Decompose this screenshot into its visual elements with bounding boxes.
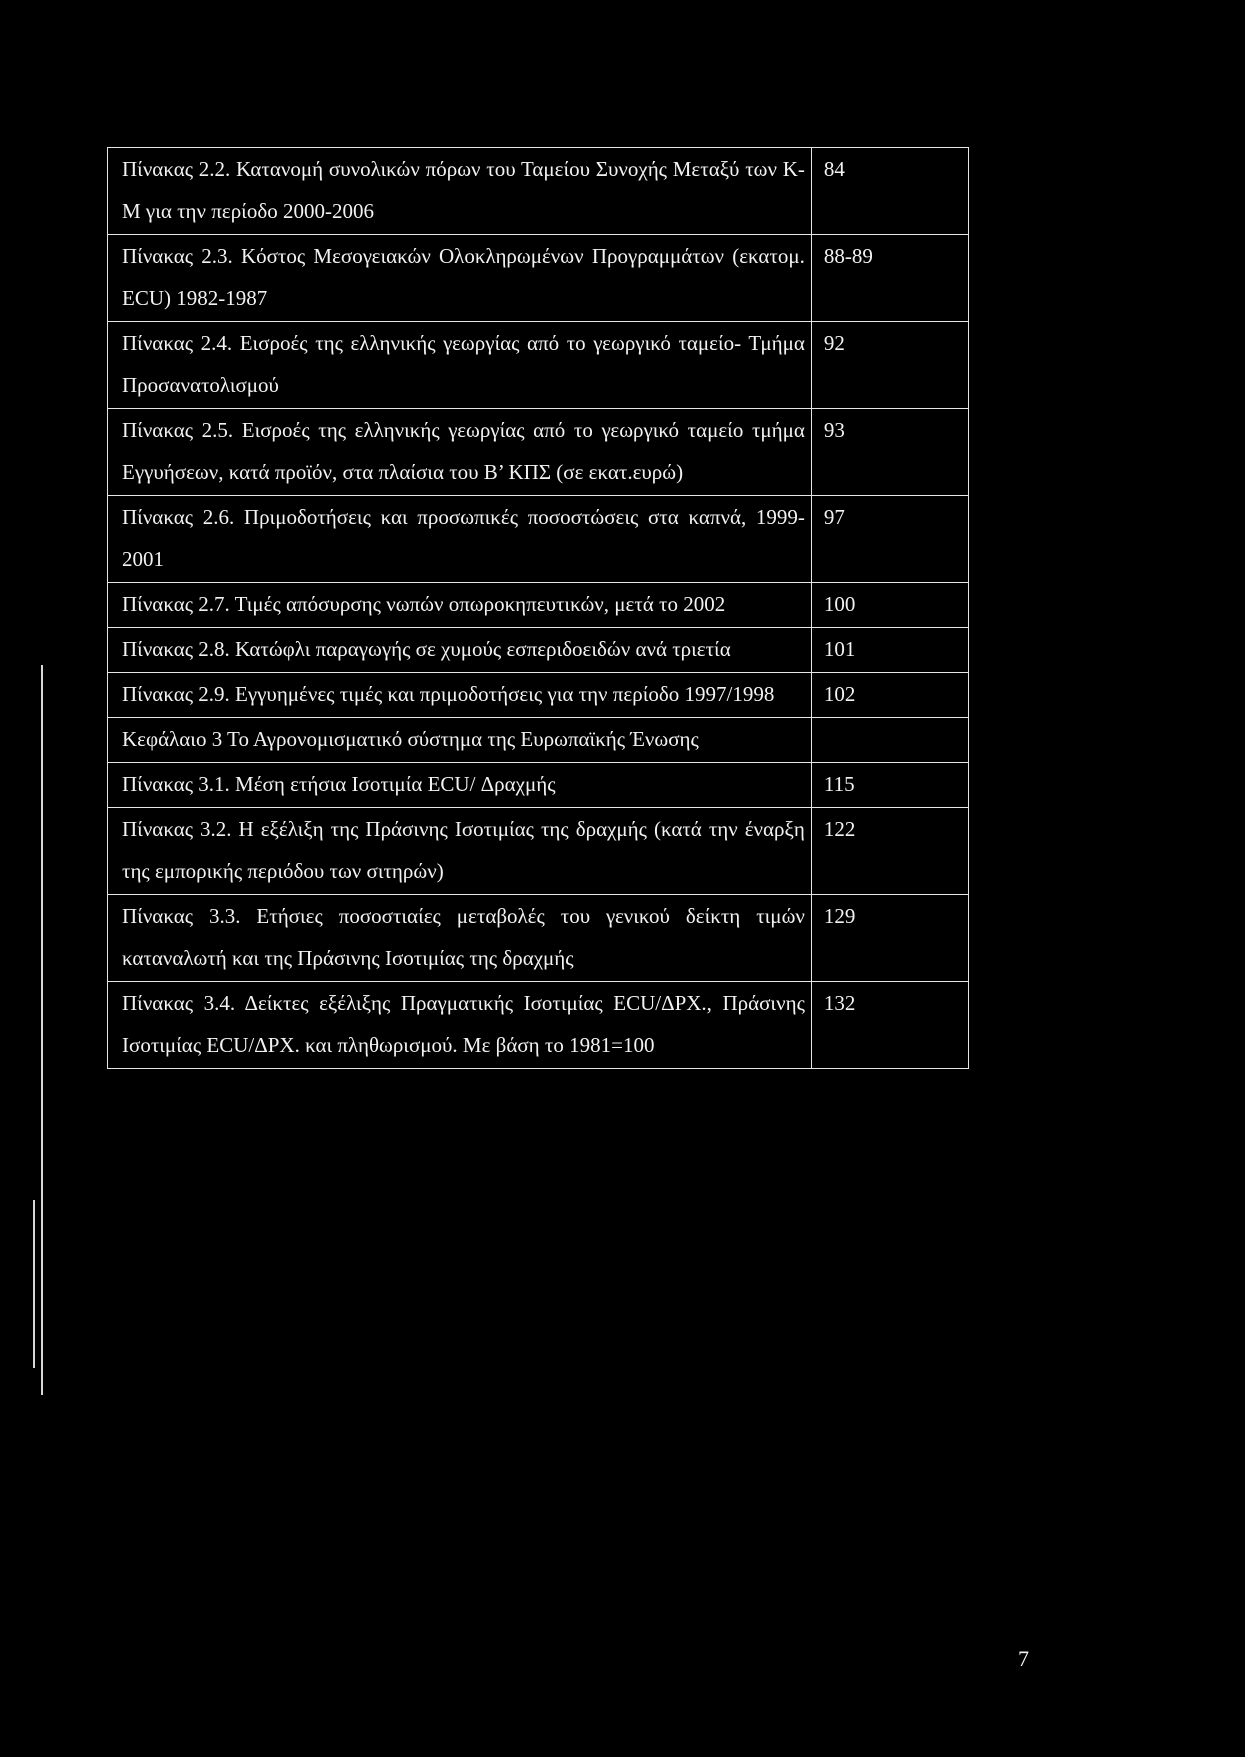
entry-title: Πίνακας 3.1. Μέση ετήσια Ισοτιμία ECU/ Δραχμής (108, 763, 812, 808)
table-row (108, 982, 969, 1069)
table-row (108, 718, 969, 763)
entry-title: Πίνακας 3.3. Ετήσιες ποσοστιαίες μεταβολές του γενικού δείκτη τιμών καταναλωτή και της Πράσινης Ισοτιμίας της δραχμής (108, 895, 812, 982)
entry-title: Πίνακας 2.6. Πριμοδοτήσεις και προσωπικές ποσοστώσεις στα καπνά, 1999-2001 (108, 496, 812, 583)
entry-page: 132 (811, 982, 968, 1069)
entry-page: 84 (811, 148, 968, 235)
page-number: 7 (1018, 1646, 1029, 1671)
entry-title: Πίνακας 2.4. Εισροές της ελληνικής γεωργίας από το γεωργικό ταμείο- Τμήμα Προσανατολισμού (108, 322, 812, 409)
table-row (108, 583, 969, 628)
entry-page (811, 718, 968, 763)
table-row (108, 763, 969, 808)
table-row (108, 628, 969, 673)
entry-title: Πίνακας 2.5. Εισροές της ελληνικής γεωργίας από το γεωργικό ταμείο τμήμα Εγγυήσεων, κατά προϊόν, στα πλαίσια του Β’ ΚΠΣ (σε εκατ.ευρώ) (108, 409, 812, 496)
chapter-heading: Κεφάλαιο 3 Το Αγρονομισματικό σύστημα της Ευρωπαϊκής Ένωσης (108, 718, 812, 763)
entry-page: 100 (811, 583, 968, 628)
entry-page: 88-89 (811, 235, 968, 322)
entry-page: 93 (811, 409, 968, 496)
entry-title: Πίνακας 2.3. Κόστος Μεσογειακών Ολοκληρωμένων Προγραμμάτων (εκατομ. ECU) 1982-1987 (108, 235, 812, 322)
entry-title: Πίνακας 3.2. Η εξέλιξη της Πράσινης Ισοτιμίας της δραχμής (κατά την έναρξη της εμπορικής περιόδου των σιτηρών) (108, 808, 812, 895)
entry-page: 101 (811, 628, 968, 673)
entry-title: Πίνακας 2.8. Κατώφλι παραγωγής σε χυμούς εσπεριδοειδών ανά τριετία (108, 628, 812, 673)
scan-edge-line-upper (41, 665, 43, 1395)
entry-page: 97 (811, 496, 968, 583)
scan-edge-line-lower (33, 1200, 35, 1368)
table-row (108, 235, 969, 322)
entry-title: Πίνακας 2.9. Εγγυημένες τιμές και πριμοδοτήσεις για την περίοδο 1997/1998 (108, 673, 812, 718)
entry-title: Πίνακας 3.4. Δείκτες εξέλιξης Πραγματικής Ισοτιμίας ECU/ΔΡΧ., Πράσινης Ισοτιμίας ECU/ΔΡΧ. και πληθωρισμού. Με βάση το 1981=100 (108, 982, 812, 1069)
table-row (108, 496, 969, 583)
entry-page: 122 (811, 808, 968, 895)
table-row (108, 673, 969, 718)
table-row (108, 409, 969, 496)
entry-page: 129 (811, 895, 968, 982)
table-row (108, 322, 969, 409)
entry-page: 115 (811, 763, 968, 808)
entry-page: 102 (811, 673, 968, 718)
entry-title: Πίνακας 2.7. Τιμές απόσυρσης νωπών οπωροκηπευτικών, μετά το 2002 (108, 583, 812, 628)
table-row (108, 808, 969, 895)
table-row (108, 148, 969, 235)
entry-page: 92 (811, 322, 968, 409)
table-row (108, 895, 969, 982)
entry-title: Πίνακας 2.2. Κατανομή συνολικών πόρων του Ταμείου Συνοχής Μεταξύ των Κ-Μ για την περίοδο 2000-2006 (108, 148, 812, 235)
table-of-contents (107, 147, 969, 1069)
